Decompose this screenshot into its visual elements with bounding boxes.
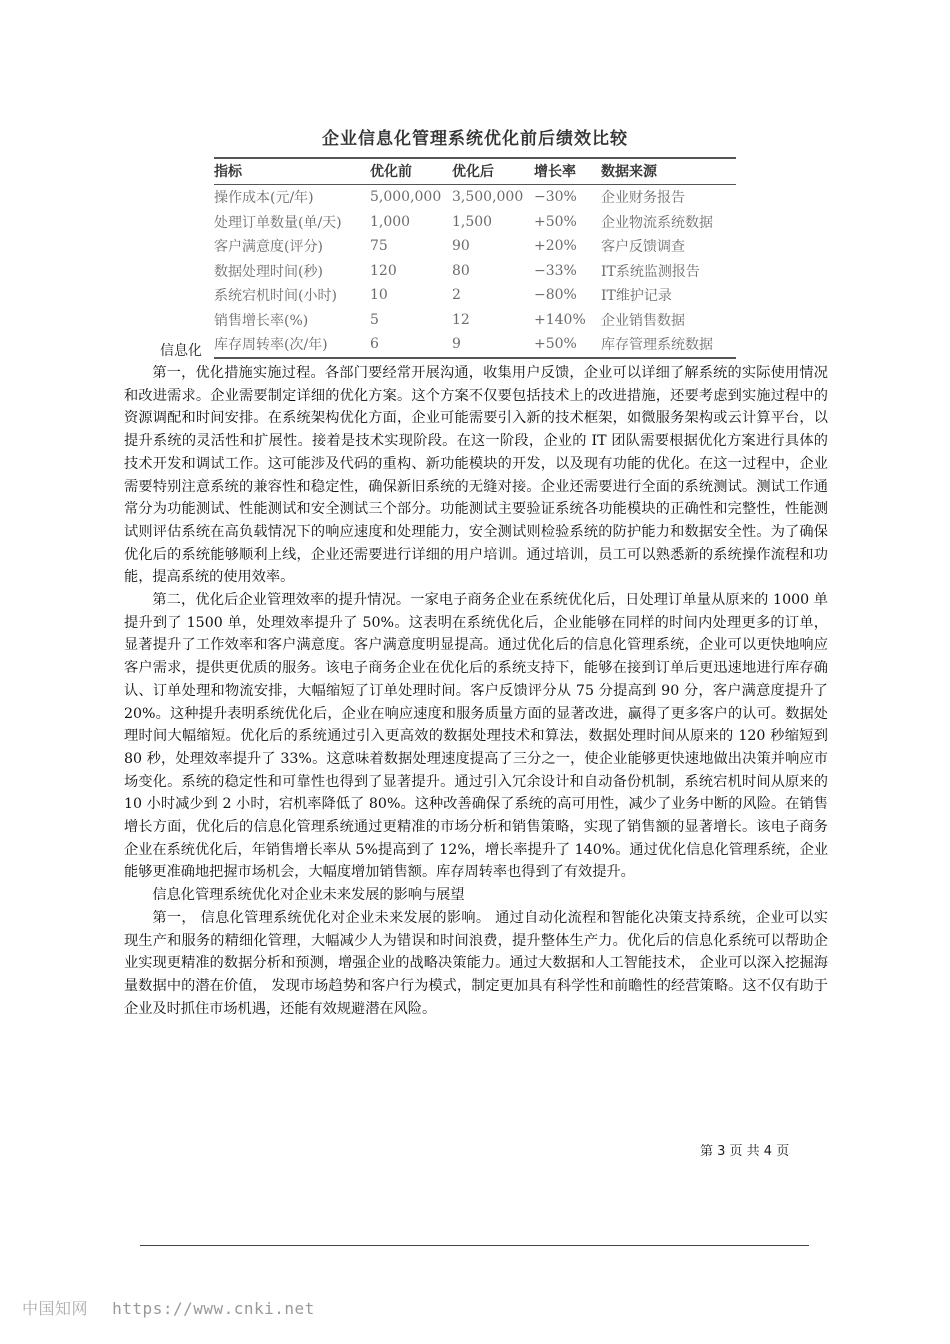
- cell-before: 10: [370, 287, 388, 304]
- cell-after: 12: [452, 311, 470, 328]
- section-heading-outlook: 信息化管理系统优化对企业未来发展的影响与展望: [152, 887, 465, 904]
- cell-indicator: 操作成本(元/年): [214, 190, 314, 207]
- cnki-watermark: [22, 1296, 315, 1319]
- cell-before: 6: [370, 332, 452, 358]
- cell-growth: +20%: [534, 238, 577, 255]
- cell-indicator: 客户满意度(评分): [214, 239, 323, 256]
- cell-source: 企业财务报告: [601, 190, 685, 207]
- cell-source: IT系统监测报告: [601, 263, 700, 280]
- cell-after: 90: [452, 238, 470, 255]
- header-growth: 增长率: [534, 158, 601, 185]
- footer-divider: [140, 1245, 809, 1246]
- watermark-url: https://www.cnki.net: [112, 1299, 315, 1318]
- cell-indicator: 库存周转率(次/年): [214, 332, 370, 358]
- table-header-row: [214, 158, 736, 185]
- paragraph-implementation: 第一，优化措施实施过程。各部门要经常开展沟通，收集用户反馈，企业可以详细了解系统的实际使用情况和改进需求。企业需要制定详细的优化方案。这个方案不仅要包括技术上的改进措施，还要考虑到实施过程中的资源调配和时间安排。在系统架构优化方面，企业可能需要引入新的技术框架，如微服务架构或云计算平台，以提升系统的灵活性和扩展性。接着是技术实现阶段。在这一阶段，企业的 IT 团队需要根据优化方案进行具体的技术开发和调试工作。这可能涉及代码的重构、新功能模块的开发，以及现有功能的优化。在这一过程中，企业需要特别注意系统的兼容性和稳定性，确保新旧系统的无缝对接。企业还需要进行全面的系统测试。测试工作通常分为功能测试、性能测试和安全测试三个部分。功能测试主要验证系统各功能模块的正确性和完整性，性能测试则评估系统在高负载情况下的响应速度和处理能力，安全测试则检验系统的防护能力和数据安全性。为了确保优化后的系统能够顺利上线，企业还需要进行详细的用户培训。通过培训，员工可以熟悉新的系统操作流程和功能，提高系统的使用效率。: [124, 365, 828, 586]
- table-row: [214, 283, 736, 308]
- section-heading-partial: 信息化: [160, 343, 202, 359]
- cell-before: 120: [370, 262, 397, 279]
- table-row: [214, 259, 736, 284]
- table-row: [214, 210, 736, 235]
- cell-before: 5,000,000: [370, 189, 442, 206]
- body-text: [124, 362, 828, 1020]
- table-title: 企业信息化管理系统优化前后绩效比较: [322, 129, 628, 149]
- watermark-brand: 中国知网: [22, 1299, 89, 1318]
- cell-growth: −30%: [534, 189, 577, 206]
- cell-after: 80: [452, 262, 470, 279]
- cell-after: 3,500,000: [452, 189, 524, 206]
- cell-growth: +50%: [534, 213, 577, 230]
- header-after: 优化后: [452, 158, 534, 185]
- table-row: [214, 332, 736, 358]
- paragraph-efficiency: 第二，优化后企业管理效率的提升情况。一家电子商务企业在系统优化后，日处理订单量从原来的 1000 单提升到了 1500 单，处理效率提升了 50%。这表明在系统优化后，企业能够在同样的时间内处理更多的订单，显著提升了工作效率和客户满意度。客户满意度明显提高。通过优化后的信息化管理系统，企业可以更快地响应客户需求，提供更优质的服务。该电子商务企业在优化后的系统支持下，能够在接到订单后更迅速地进行库存确认、订单处理和物流安排，大幅缩短了订单处理时间。客户反馈评分从 75 分提高到 90 分，客户满意度提升了 20%。这种提升表明系统优化后，企业在响应速度和服务质量方面的显著改进，赢得了更多客户的认可。数据处理时间大幅缩短。优化后的系统通过引入更高效的数据处理技术和算法，数据处理时间从原来的 120 秒缩短到 80 秒，处理效率提升了 33%。这意味着数据处理速度提高了三分之一，使企业能够更快速地做出决策并响应市场变化。系统的稳定性和可靠性也得到了显著提升。通过引入冗余设计和自动备份机制，系统宕机时间从原来的 10 小时减少到 2 小时，宕机率降低了 80%。这种改善确保了系统的高可用性，减少了业务中断的风险。在销售增长方面，优化后的信息化管理系统通过更精准的市场分析和销售策略，实现了销售额的显著增长。该电子商务企业在系统优化后，年销售增长率从 5%提高到了 12%，增长率提升了 140%。通过优化信息化管理系统，企业能够更准确地把握市场机会，大幅度增加销售额。库存周转率也得到了有效提升。: [124, 592, 829, 881]
- cell-before: 1,000: [370, 213, 411, 230]
- cell-growth: −33%: [534, 262, 577, 279]
- table-row: [214, 308, 736, 333]
- cell-source: 企业销售数据: [601, 312, 685, 329]
- cell-before: 75: [370, 238, 388, 255]
- cell-indicator: 系统宕机时间(小时): [214, 288, 337, 305]
- cell-after: 1,500: [452, 213, 493, 230]
- cell-source: 企业物流系统数据: [601, 214, 713, 231]
- cell-growth: −80%: [534, 287, 577, 304]
- cell-source: 客户反馈调查: [601, 239, 685, 256]
- header-before: 优化前: [370, 158, 452, 185]
- table-row: [214, 234, 736, 259]
- cell-growth: +140%: [534, 311, 586, 328]
- cell-indicator: 数据处理时间(秒): [214, 263, 323, 280]
- cell-after: 2: [452, 287, 461, 304]
- cell-indicator: 处理订单数量(单/天): [214, 214, 342, 231]
- table-row: [214, 185, 736, 210]
- cell-after: 9: [452, 332, 534, 358]
- performance-table-figure: [214, 124, 736, 359]
- cell-before: 5: [370, 311, 379, 328]
- header-indicator: 指标: [214, 158, 370, 185]
- page-number: 第 3 页 共 4 页: [700, 1144, 790, 1159]
- cell-indicator: 销售增长率(%): [214, 312, 309, 329]
- paragraph-future-impact: 第一， 信息化管理系统优化对企业未来发展的影响。 通过自动化流程和智能化决策支持系统，企业可以实现生产和服务的精细化管理，大幅减少人为错误和时间浪费，提升整体生产力。优化后的信息化系统可以帮助企业实现更精准的数据分析和预测，增强企业的战略决策能力。通过大数据和人工智能技术， 企业可以深入挖掘海量数据中的潜在价值， 发现市场趋势和客户行为模式，制定更加具有科学性和前瞻性的经营策略。这不仅有助于企业及时抓住市场机遇，还能有效规避潜在风险。: [124, 909, 828, 1017]
- cell-growth: +50%: [534, 332, 601, 358]
- cell-source: 库存管理系统数据: [601, 332, 736, 358]
- cell-source: IT维护记录: [601, 288, 672, 305]
- header-source: 数据来源: [601, 158, 736, 185]
- performance-table: [214, 157, 736, 359]
